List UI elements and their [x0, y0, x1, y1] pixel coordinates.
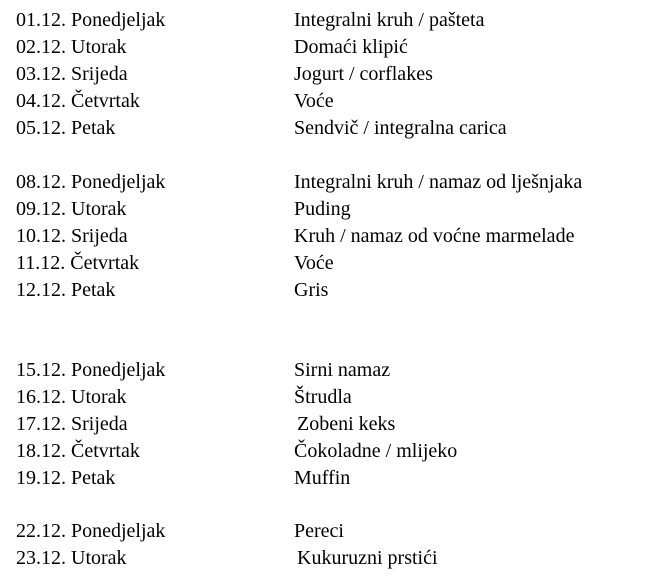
- menu-meal: Zobeni keks: [297, 413, 396, 435]
- menu-meal: Domaći klipić: [294, 36, 408, 58]
- menu-meal: Štrudla: [294, 386, 352, 408]
- menu-meal: Integralni kruh / pašteta: [294, 9, 485, 31]
- menu-day: 03.12. Srijeda: [16, 63, 128, 85]
- menu-row: [0, 411, 647, 438]
- menu-row: [0, 34, 647, 61]
- menu-day: 05.12. Petak: [16, 117, 116, 139]
- menu-row: [0, 518, 647, 545]
- menu-meal: Voće: [294, 252, 334, 274]
- menu-day: 18.12. Četvrtak: [16, 440, 140, 462]
- menu-meal: Čokoladne / mlijeko: [294, 440, 458, 462]
- menu-row: [0, 250, 647, 277]
- menu-day: 11.12. Četvrtak: [16, 252, 140, 274]
- menu-meal: Integralni kruh / namaz od lješnjaka: [294, 171, 583, 193]
- menu-day: 17.12. Srijeda: [16, 413, 128, 435]
- menu-day: 22.12. Ponedjeljak: [16, 520, 166, 542]
- menu-row: [0, 277, 647, 304]
- menu-row: [0, 465, 647, 492]
- menu-row: [0, 545, 647, 572]
- menu-day: 01.12. Ponedjeljak: [16, 9, 166, 31]
- menu-row: [0, 223, 647, 250]
- menu-meal: Muffin: [294, 467, 351, 489]
- menu-day: 02.12. Utorak: [16, 36, 127, 58]
- menu-row: [0, 88, 647, 115]
- menu-row: [0, 384, 647, 411]
- menu-meal: Kruh / namaz od voćne marmelade: [294, 225, 575, 247]
- menu-row: [0, 61, 647, 88]
- menu-row: [0, 115, 647, 142]
- menu-day: 12.12. Petak: [16, 279, 116, 301]
- menu-row: [0, 196, 647, 223]
- menu-day: 19.12. Petak: [16, 467, 116, 489]
- menu-day: 16.12. Utorak: [16, 386, 127, 408]
- menu-meal: Puding: [294, 198, 351, 220]
- menu-meal: Kukuruzni prstići: [297, 547, 438, 569]
- menu-row: [0, 169, 647, 196]
- menu-day: 04.12. Četvrtak: [16, 90, 140, 112]
- menu-meal: Sendvič / integralna carica: [294, 117, 507, 139]
- menu-meal: Voće: [294, 90, 334, 112]
- menu-meal: Gris: [294, 279, 329, 301]
- menu-day: 09.12. Utorak: [16, 198, 127, 220]
- menu-day: 10.12. Srijeda: [16, 225, 128, 247]
- menu-row: [0, 357, 647, 384]
- menu-day: 15.12. Ponedjeljak: [16, 359, 166, 381]
- menu-row: [0, 438, 647, 465]
- menu-meal: Pereci: [294, 520, 344, 542]
- menu-meal: Jogurt / corflakes: [294, 63, 433, 85]
- menu-row: [0, 7, 647, 34]
- menu-meal: Sirni namaz: [294, 359, 391, 381]
- menu-day: 23.12. Utorak: [16, 547, 127, 569]
- menu-day: 08.12. Ponedjeljak: [16, 171, 166, 193]
